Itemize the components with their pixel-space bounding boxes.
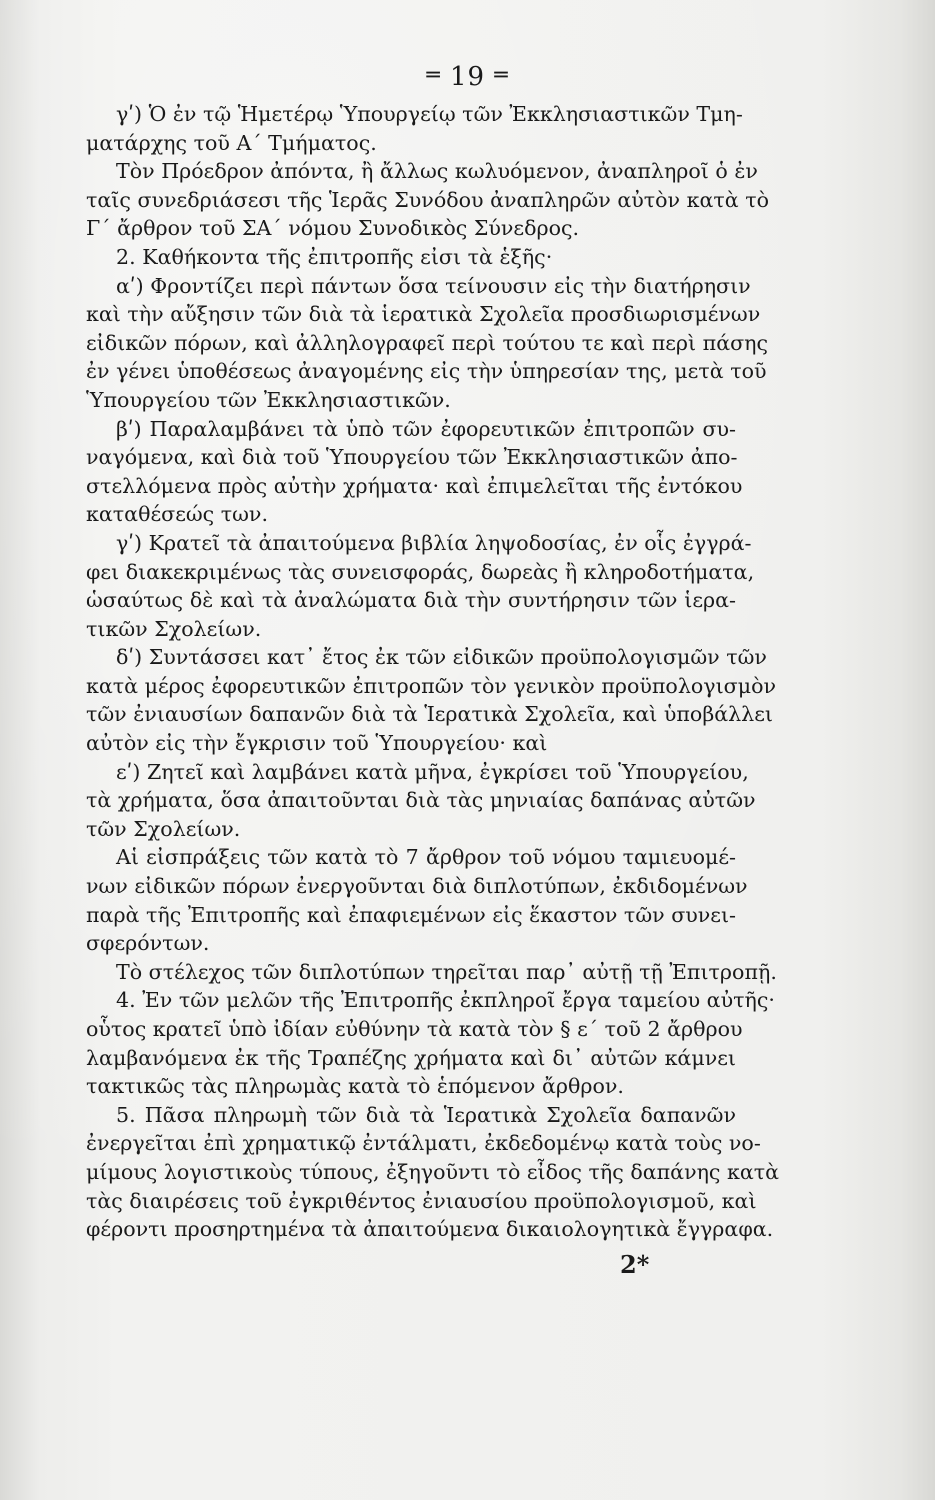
text-line: τὰς διαιρέσεις τοῦ ἐγκριθέντος ἐνιαυσίου προϋπολογισμοῦ, καὶ [86,1188,757,1213]
text-line: παρὰ τῆς Ἐπιτροπῆς καὶ ἐπαφιεμένων εἰς ἕκαστον τῶν συνει- [86,902,736,927]
text-line: Τὸν Πρόεδρον ἀπόντα, ἢ ἄλλως κωλυόμενον, ἀναπληροῖ ὁ ἐν [116,159,758,184]
text-line: καὶ τὴν αὔξησιν τῶν διὰ τὰ ἱερατικὰ Σχολεῖα προσδιωρισμένων [86,302,761,327]
text-line: φει διακεκριμένως τὰς συνεισφοράς, δωρεὰς ἢ κληροδοτήματα, [86,559,755,584]
text-line: Αἱ εἰσπράξεις τῶν κατὰ τὸ 7 ἄρθρον τοῦ νόμου ταμιευομέ- [116,845,736,870]
text-line: 2. Καθήκοντα τῆς ἐπιτροπῆς εἰσι τὰ ἑξῆς· [116,244,553,269]
text-line: εἰδικῶν πόρων, καὶ ἀλληλογραφεῖ περὶ τούτου τε καὶ περὶ πάσης [86,330,769,355]
text-line: ματάρχης τοῦ Α΄ Τμήματος. [86,130,377,155]
signature-mark: 2* [620,1250,650,1279]
text-line: γʹ) Ὁ ἐν τῷ Ἡμετέρῳ Ὑπουργείῳ τῶν Ἐκκλησιαστικῶν Τμη- [116,102,743,126]
text-line: τῶν Σχολείων. [86,816,241,841]
text-line: ναγόμενα, καὶ διὰ τοῦ Ὑπουργείου τῶν Ἐκκλησιαστικῶν ἀπο- [86,445,738,470]
text-line: φέροντι προσηρτημένα τὰ ἀπαιτούμενα δικαιολογητικὰ ἔγγραφα. [86,1217,774,1242]
text-line: ὡσαύτως δὲ καὶ τὰ ἀναλώματα διὰ τὴν συντήρησιν τῶν ἱερα- [86,588,736,613]
text-line: Ὑπουργείου τῶν Ἐκκλησιαστικῶν. [86,387,451,412]
text-line: τικῶν Σχολείων. [86,616,262,641]
text-line: σφερόντων. [86,931,210,956]
text-line: αὐτὸν εἰς τὴν ἔγκρισιν τοῦ Ὑπουργείου· καὶ [86,731,548,756]
text-line: 4. Ἐν τῶν μελῶν τῆς Ἐπιτροπῆς ἐκπληροῖ ἔργα ταμείου αὐτῆς· [116,988,775,1013]
text-line: Γ΄ ἄρθρον τοῦ ΣΑ΄ νόμου Συνοδικὸς Σύνεδρος. [86,216,580,241]
right-rule: ═ [494,63,509,88]
page-number: 19 [449,62,486,92]
text-line: δʹ) Συντάσσει κατ᾽ ἔτος ἐκ τῶν εἰδικῶν προϋπολογισμῶν τῶν [116,645,767,670]
text-line: εʹ) Ζητεῖ καὶ λαμβάνει κατὰ μῆνα, ἐγκρίσει τοῦ Ὑπουργείου, [116,759,749,784]
text-line: αʹ) Φροντίζει περὶ πάντων ὅσα τείνουσιν εἰς τὴν διατήρησιν [116,273,751,298]
text-line: οὗτος κρατεῖ ὑπὸ ἰδίαν εὐθύνην τὰ κατὰ τὸν § ε΄ τοῦ 2 ἄρθρου [86,1017,743,1041]
text-line: καταθέσεώς των. [86,502,268,527]
text-line: γʹ) Κρατεῖ τὰ ἀπαιτούμενα βιβλία ληψοδοσίας, ἐν οἷς ἐγγρά- [116,530,752,555]
text-line: Τὸ στέλεχος τῶν διπλοτύπων τηρεῖται παρ᾽ αὐτῇ τῇ Ἐπιτροπῇ. [116,959,777,984]
text-line: στελλόμενα πρὸς αὐτὴν χρήματα· καὶ ἐπιμελεῖται τῆς ἐντόκου [86,473,743,498]
text-line: ταῖς συνεδριάσεσι τῆς Ἱερᾶς Συνόδου ἀναπληρῶν αὐτὸν κατὰ τὸ [86,187,770,212]
page-number-header [0,62,935,92]
left-rule: ═ [426,63,441,88]
text-line: νων εἰδικῶν πόρων ἐνεργοῦνται διὰ διπλοτύπων, ἐκδιδομένων [86,874,748,899]
text-line: 5. Πᾶσα πληρωμὴ τῶν διὰ τὰ Ἱερατικὰ Σχολεῖα δαπανῶν [116,1102,736,1127]
text-line: ἐν γένει ὑποθέσεως ἀναγομένης εἰς τὴν ὑπηρεσίαν της, μετὰ τοῦ [86,359,767,384]
text-line: βʹ) Παραλαμβάνει τὰ ὑπὸ τῶν ἐφορευτικῶν ἐπιτροπῶν συ- [116,416,736,441]
text-line: μίμους λογιστικοὺς τύπους, ἐξηγοῦντι τὸ εἶδος τῆς δαπάνης κατὰ [86,1159,780,1184]
text-line: κατὰ μέρος ἐφορευτικῶν ἐπιτροπῶν τὸν γενικὸν προϋπολογισμὸν [86,673,777,698]
text-line: τῶν ἐνιαυσίων δαπανῶν διὰ τὰ Ἱερατικὰ Σχολεῖα, καὶ ὑποβάλλει [86,702,773,727]
text-line: τακτικῶς τὰς πληρωμὰς κατὰ τὸ ἑπόμενον ἄρθρον. [86,1074,624,1099]
text-line: ἐνεργεῖται ἐπὶ χρηματικῷ ἐντάλματι, ἐκδεδομένῳ κατὰ τοὺς νο- [86,1131,761,1156]
body-text [86,100,780,1244]
text-line: λαμβανόμενα ἐκ τῆς Τραπέζης χρήματα καὶ δι᾽ αὐτῶν κάμνει [86,1045,736,1070]
text-line: τὰ χρήματα, ὅσα ἀπαιτοῦνται διὰ τὰς μηνιαίας δαπάνας αὐτῶν [86,788,756,813]
